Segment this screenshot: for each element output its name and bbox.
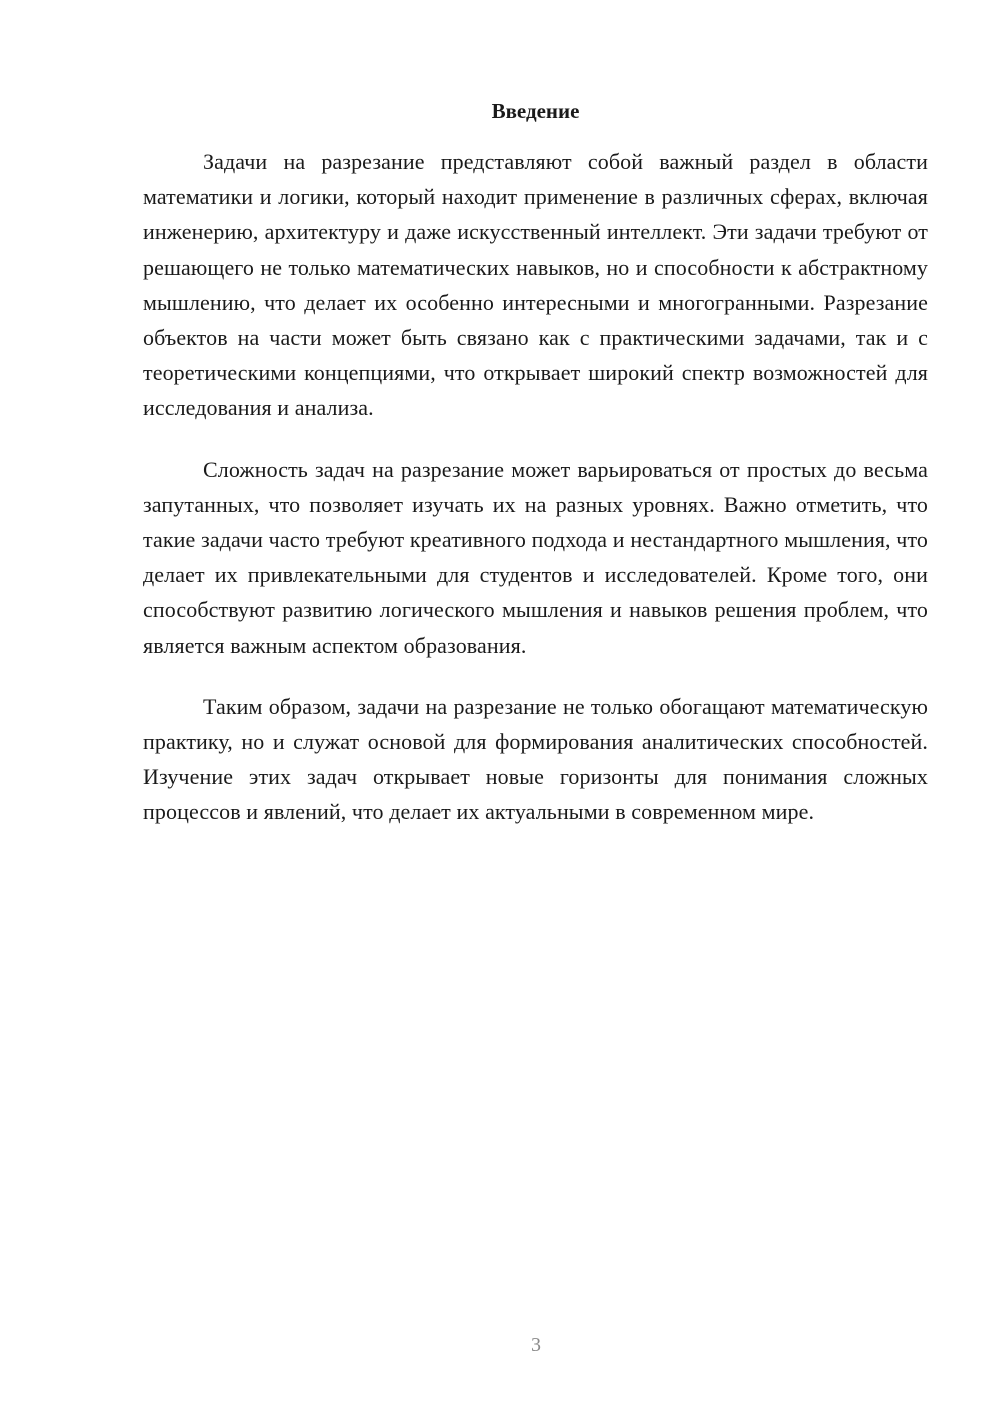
page-number: 3 (531, 1334, 541, 1356)
paragraph-3: Таким образом, задачи на разрезание не только обогащают математическую практику, но и служат основой для формирования аналитических способностей. Изучение этих задач открывает новые горизонты для понимания сложных процессов и явлений, что делает их актуальными в современном мире. (143, 693, 928, 825)
section-heading: Введение (491, 99, 580, 123)
paragraph-1: Задачи на разрезание представляют собой важный раздел в области математики и логики, который находит применение в различных сферах, включая инженерию, архитектуру и даже искусственный интеллект. Эти задачи требуют от решающего не только математических навыков, но и способности к абстрактному мышлению, что делает их особенно интересными и многогранными. Разрезание объектов на части может быть связано как с практическими задачами, так и с теоретическими концепциями, что открывает широкий спектр возможностей для исследования и анализа. (143, 149, 928, 421)
paragraph-2: Сложность задач на разрезание может варьироваться от простых до весьма запутанных, что позволяет изучать их на разных уровнях. Важно отметить, что такие задачи часто требуют креативного подхода и нестандартного мышления, что делает их привлекательными для студентов и исследователей. Кроме того, они способствуют развитию логического мышления и навыков решения проблем, что является важным аспектом образования. (143, 456, 928, 658)
page-content (143, 94, 928, 830)
